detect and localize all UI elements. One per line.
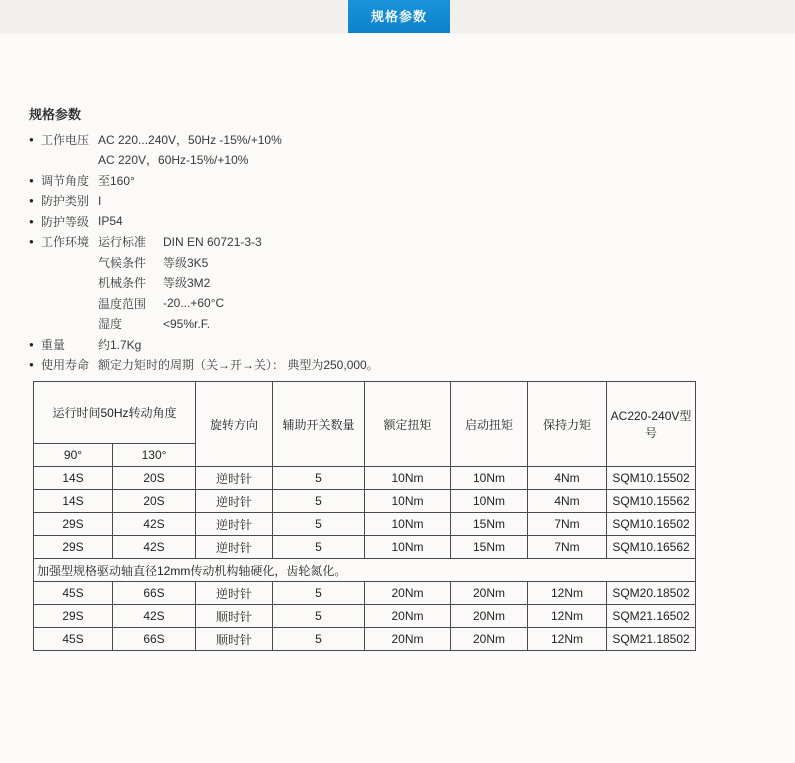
spec-value: 等级3K5: [163, 255, 209, 270]
spec-value: AC 220V，60Hz-15%/+10%: [98, 153, 249, 168]
table-cell-model: SQM10.16502: [607, 513, 696, 536]
table-header-hold-torque: 保持力矩: [528, 382, 607, 467]
table-cell: 逆时针: [196, 536, 273, 559]
spec-value: <95%r.F.: [163, 316, 211, 331]
spec-value: -20...+60°C: [163, 296, 225, 311]
spec-row-voltage-2: [29, 150, 769, 171]
table-header-rotation: 旋转方向: [196, 382, 273, 467]
table-cell: 29S: [34, 513, 113, 536]
bullet-icon: ●: [29, 134, 34, 144]
table-header-rated-torque: 额定扭矩: [365, 382, 451, 467]
table-cell: 5: [273, 582, 365, 605]
spec-label: 工作电压: [41, 132, 90, 147]
spec-row-humidity: [29, 314, 769, 335]
table-cell: 10Nm: [365, 467, 451, 490]
spec-row-angle: [29, 170, 769, 191]
table-cell: 66S: [113, 628, 196, 651]
table-cell-model: SQM21.18502: [607, 628, 696, 651]
table-cell: 10Nm: [451, 467, 528, 490]
spec-label: 使用寿命: [41, 358, 90, 373]
table-header-start-torque: 启动扭矩: [451, 382, 528, 467]
spec-label: 防护类别: [41, 194, 90, 209]
spec-row-weight: [29, 334, 769, 355]
table-cell: 42S: [113, 536, 196, 559]
table-note-row: [34, 559, 696, 582]
table-cell: 4Nm: [528, 490, 607, 513]
table-cell: 42S: [113, 513, 196, 536]
table-header-aux-switches: 辅助开关数量: [273, 382, 365, 467]
spec-value: AC 220...240V，50Hz -15%/+10%: [98, 132, 282, 147]
spec-sublabel: 温度范围: [98, 296, 147, 311]
table-cell-model: SQM21.16502: [607, 605, 696, 628]
table-cell-model: SQM10.15562: [607, 490, 696, 513]
bullet-icon: ●: [29, 216, 34, 226]
table-header-model: AC220-240V型号: [607, 382, 696, 467]
table-cell: 20Nm: [451, 628, 528, 651]
spec-section: [29, 104, 769, 375]
table-cell: 10Nm: [365, 536, 451, 559]
table-cell: 顺时针: [196, 628, 273, 651]
table-row: [34, 536, 696, 559]
table-cell: 20S: [113, 490, 196, 513]
spec-table: [33, 381, 696, 651]
table-cell: 5: [273, 628, 365, 651]
table-cell: 20Nm: [365, 605, 451, 628]
table-cell: 顺时针: [196, 605, 273, 628]
table-cell: 20S: [113, 467, 196, 490]
section-title: 规格参数: [29, 107, 82, 122]
table-cell: 20Nm: [365, 582, 451, 605]
table-cell: 逆时针: [196, 490, 273, 513]
spec-label: 工作环境: [41, 235, 90, 250]
spec-row-mechanical: [29, 273, 769, 294]
table-cell: 12Nm: [528, 605, 607, 628]
table-cell: 12Nm: [528, 628, 607, 651]
bullet-icon: ●: [29, 339, 34, 349]
table-cell: 7Nm: [528, 513, 607, 536]
table-cell: 14S: [34, 490, 113, 513]
table-row: [34, 582, 696, 605]
bullet-icon: ●: [29, 175, 34, 185]
table-cell: 逆时针: [196, 513, 273, 536]
table-cell: 4Nm: [528, 467, 607, 490]
table-header-130deg: 130°: [113, 444, 196, 467]
table-cell: 12Nm: [528, 582, 607, 605]
table-cell: 20Nm: [365, 628, 451, 651]
spec-sublabel: 机械条件: [98, 276, 147, 291]
table-cell: 10Nm: [365, 513, 451, 536]
table-cell: 20Nm: [451, 605, 528, 628]
table-cell: 14S: [34, 467, 113, 490]
spec-row-voltage: [29, 129, 769, 150]
spec-row-temperature: [29, 293, 769, 314]
bullet-icon: ●: [29, 237, 34, 247]
spec-value: IP54: [98, 214, 123, 229]
table-cell: 42S: [113, 605, 196, 628]
table-row: [34, 513, 696, 536]
table-cell-model: SQM10.15502: [607, 467, 696, 490]
spec-label: 重量: [41, 337, 66, 352]
spec-value: 额定力矩时的周期（关→开→关）： 典型为250,000。: [98, 358, 379, 373]
table-cell-model: SQM20.18502: [607, 582, 696, 605]
table-row: [34, 467, 696, 490]
spec-sublabel: 气候条件: [98, 255, 147, 270]
spec-label: 防护等级: [41, 214, 90, 229]
spec-value: I: [98, 193, 102, 208]
table-cell: 10Nm: [365, 490, 451, 513]
table-cell: 5: [273, 536, 365, 559]
spec-sublabel: 湿度: [98, 317, 123, 332]
table-note: 加强型规格驱动轴直径12mm传动机构轴硬化，齿轮氮化。: [34, 559, 696, 582]
spec-value: 至160°: [98, 173, 135, 188]
table-row: [34, 628, 696, 651]
bullet-icon: ●: [29, 196, 34, 206]
table-cell: 5: [273, 490, 365, 513]
bullet-icon: ●: [29, 360, 34, 370]
table-cell: 7Nm: [528, 536, 607, 559]
table-cell: 45S: [34, 582, 113, 605]
table-row: [34, 605, 696, 628]
spec-label: 调节角度: [41, 173, 90, 188]
table-cell: 5: [273, 467, 365, 490]
table-cell-model: SQM10.16562: [607, 536, 696, 559]
table-cell: 45S: [34, 628, 113, 651]
spec-row-environment-standard: [29, 232, 769, 253]
table-cell: 逆时针: [196, 582, 273, 605]
table-cell: 15Nm: [451, 536, 528, 559]
spec-sublabel: 运行标准: [98, 235, 147, 250]
table-header-90deg: 90°: [34, 444, 113, 467]
table-cell: 20Nm: [451, 582, 528, 605]
table-cell: 逆时针: [196, 467, 273, 490]
spec-row-lifetime: [29, 355, 769, 376]
table-cell: 10Nm: [451, 490, 528, 513]
table-cell: 15Nm: [451, 513, 528, 536]
spec-row-climate: [29, 252, 769, 273]
table-cell: 5: [273, 605, 365, 628]
table-cell: 29S: [34, 536, 113, 559]
spec-value: 约1.7Kg: [98, 337, 142, 352]
spec-row-protection-class: [29, 191, 769, 212]
tab-spec-parameters[interactable]: 规格参数: [348, 0, 450, 33]
table-row: [34, 490, 696, 513]
table-cell: 29S: [34, 605, 113, 628]
spec-row-protection-rating: [29, 211, 769, 232]
table-cell: 66S: [113, 582, 196, 605]
spec-value: 等级3M2: [163, 276, 211, 291]
spec-value: DIN EN 60721-3-3: [163, 234, 262, 249]
table-cell: 5: [273, 513, 365, 536]
table-header-runtime: 运行时间50Hz转动角度: [34, 382, 196, 444]
